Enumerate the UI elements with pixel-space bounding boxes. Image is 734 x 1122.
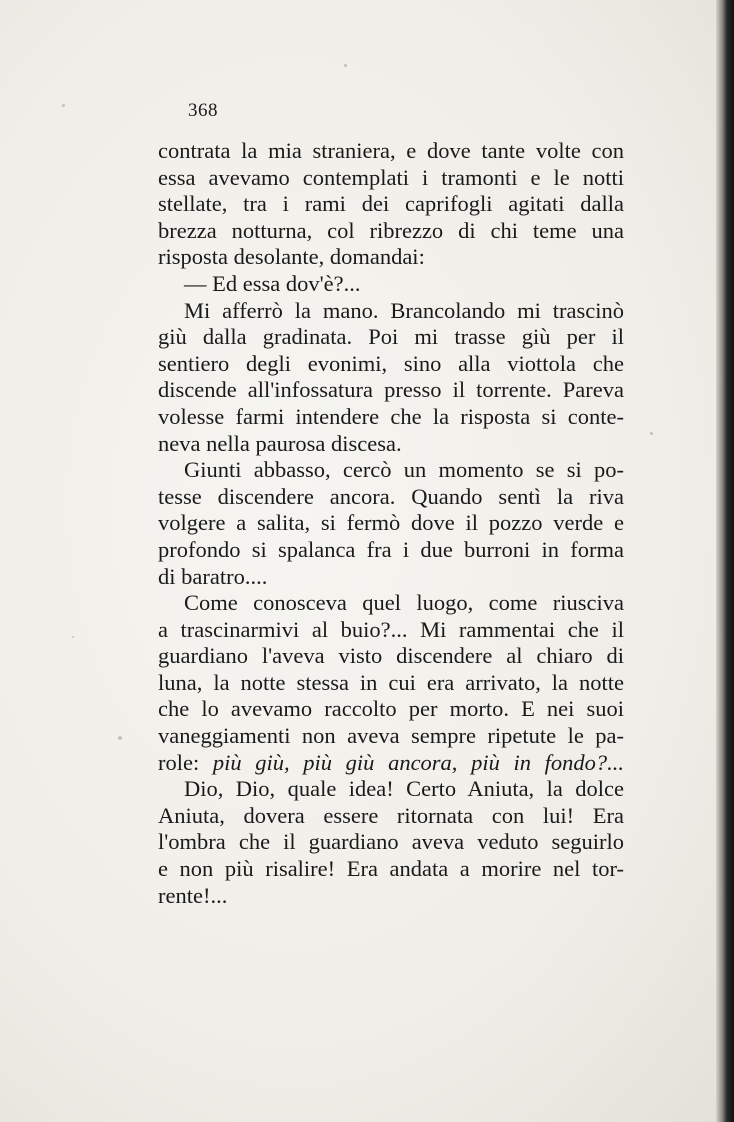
italic-quote: più giù, più giù ancora, più in fondo?... <box>212 749 624 775</box>
body-text <box>158 138 624 909</box>
text-line: stellate, tra i rami dei caprifogli agitati dalla <box>158 191 624 217</box>
text-line: neva nella paurosa discesa. <box>158 430 402 456</box>
text-line: che lo avevamo raccolto per morto. E nei suoi <box>158 696 624 722</box>
text-line: di baratro.... <box>158 563 268 589</box>
text-line: tesse discendere ancora. Quando sentì la riva <box>158 483 624 509</box>
text-line: rente!... <box>158 882 228 908</box>
paper-speck <box>62 104 65 107</box>
page-binding-edge <box>716 0 734 1122</box>
line-prefix: role: <box>158 749 213 775</box>
text-line: brezza notturna, col ribrezzo di chi teme una <box>158 217 624 243</box>
paper-speck <box>72 636 74 638</box>
text-line: profondo si spalanca fra i due burroni in forma <box>158 536 624 562</box>
text-line: Giunti abbasso, cercò un momento se si po- <box>184 457 624 483</box>
text-line: essa avevamo contemplati i tramonti e le notti <box>158 164 624 190</box>
text-line: e non più risalire! Era andata a morire nel tor- <box>158 856 624 882</box>
paper-speck <box>650 432 653 435</box>
text-line: volesse farmi intendere che la risposta si conte- <box>158 403 624 429</box>
paper-speck <box>344 64 347 67</box>
text-line: volgere a salita, si fermò dove il pozzo verde e <box>158 510 624 536</box>
paper-speck <box>118 736 122 740</box>
text-line: vaneggiamenti non aveva sempre ripetute le pa- <box>158 723 624 749</box>
text-line: a trascinarmivi al buio?... Mi rammentai che il <box>158 616 624 642</box>
text-line: Dio, Dio, quale idea! Certo Aniuta, la dolce <box>184 776 624 802</box>
text-line: giù dalla gradinata. Poi mi trasse giù per il <box>158 324 624 350</box>
text-line: l'ombra che il guardiano aveva veduto seguirlo <box>158 829 624 855</box>
text-line: guardiano l'aveva visto discendere al chiaro di <box>158 643 624 669</box>
text-line <box>158 750 624 777</box>
text-line: Aniuta, dovera essere ritornata con lui! Era <box>158 802 624 828</box>
page-number: 368 <box>188 100 218 121</box>
text-line: risposta desolante, domandai: <box>158 244 425 270</box>
text-line: Mi afferrò la mano. Brancolando mi trascinò <box>184 297 624 323</box>
dialogue-line: — Ed essa dov'è?... <box>184 270 361 296</box>
text-line: Come conosceva quel luogo, come riusciva <box>184 590 624 616</box>
text-line: luna, la notte stessa in cui era arrivato, la notte <box>158 669 624 695</box>
text-line: sentiero degli evonimi, sino alla viottola che <box>158 350 624 376</box>
text-line: discende all'infossatura presso il torrente. Pareva <box>158 377 624 403</box>
text-line: contrata la mia straniera, e dove tante volte con <box>158 138 624 163</box>
